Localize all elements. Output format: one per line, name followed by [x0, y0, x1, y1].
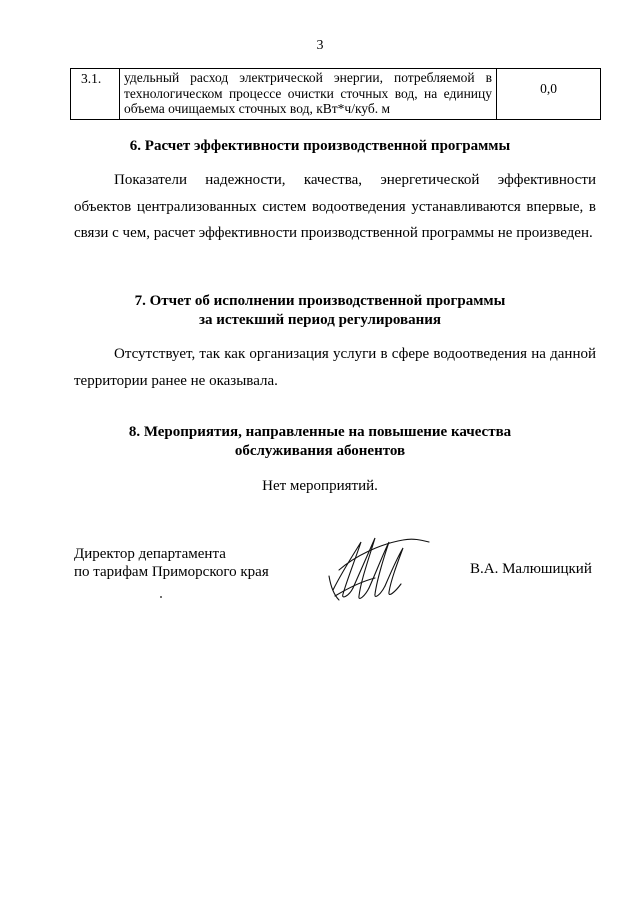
- section-6-text: [74, 167, 596, 247]
- section-7-heading-line2: за истекший период регулирования: [198, 312, 442, 328]
- handwritten-signature: [325, 530, 435, 610]
- row-description: удельный расход электрической энергии, потребляемой в технологическом процессе очистки сточных вод, на единицу объема очищаемых сточных вод, кВт*ч/куб. м: [120, 69, 497, 120]
- row-number: 3.1.: [71, 69, 120, 120]
- section-6-heading: 6. Расчет эффективности производственной программы: [129, 138, 511, 154]
- signatory-position-line2: по тарифам Приморского края: [74, 564, 269, 580]
- signatory-name: В.А. Малюшицкий: [470, 561, 592, 577]
- section-8-text: Нет мероприятий.: [262, 478, 378, 494]
- indicators-table: [70, 68, 601, 120]
- section-6-text-content: Показатели надежности, качества, энергетической эффективности объектов централизованных систем водоотведения устанавливаются впервые, в связи с чем, расчет эффективности производственной программы не произведен.: [74, 172, 596, 241]
- section-7-text-content: Отсутствует, так как организация услуги в сфере водоотведения на данной территории ранее не оказывала.: [74, 346, 596, 389]
- row-value: 0,0: [497, 69, 601, 120]
- section-8-heading-line1: 8. Мероприятия, направленные на повышение качества: [128, 424, 512, 440]
- scan-speck: [160, 596, 162, 598]
- section-8-heading: [0, 423, 640, 461]
- section-8-heading-line2: обслуживания абонентов: [234, 443, 406, 459]
- signatory-position-line1: Директор департамента: [74, 546, 226, 562]
- section-7-heading-line1: 7. Отчет об исполнении производственной программы: [134, 293, 506, 309]
- signatory-position: [74, 545, 269, 581]
- table-row: [71, 69, 601, 120]
- section-7-heading: [0, 292, 640, 330]
- page-number: 3: [316, 38, 324, 53]
- section-7-text: [74, 341, 596, 394]
